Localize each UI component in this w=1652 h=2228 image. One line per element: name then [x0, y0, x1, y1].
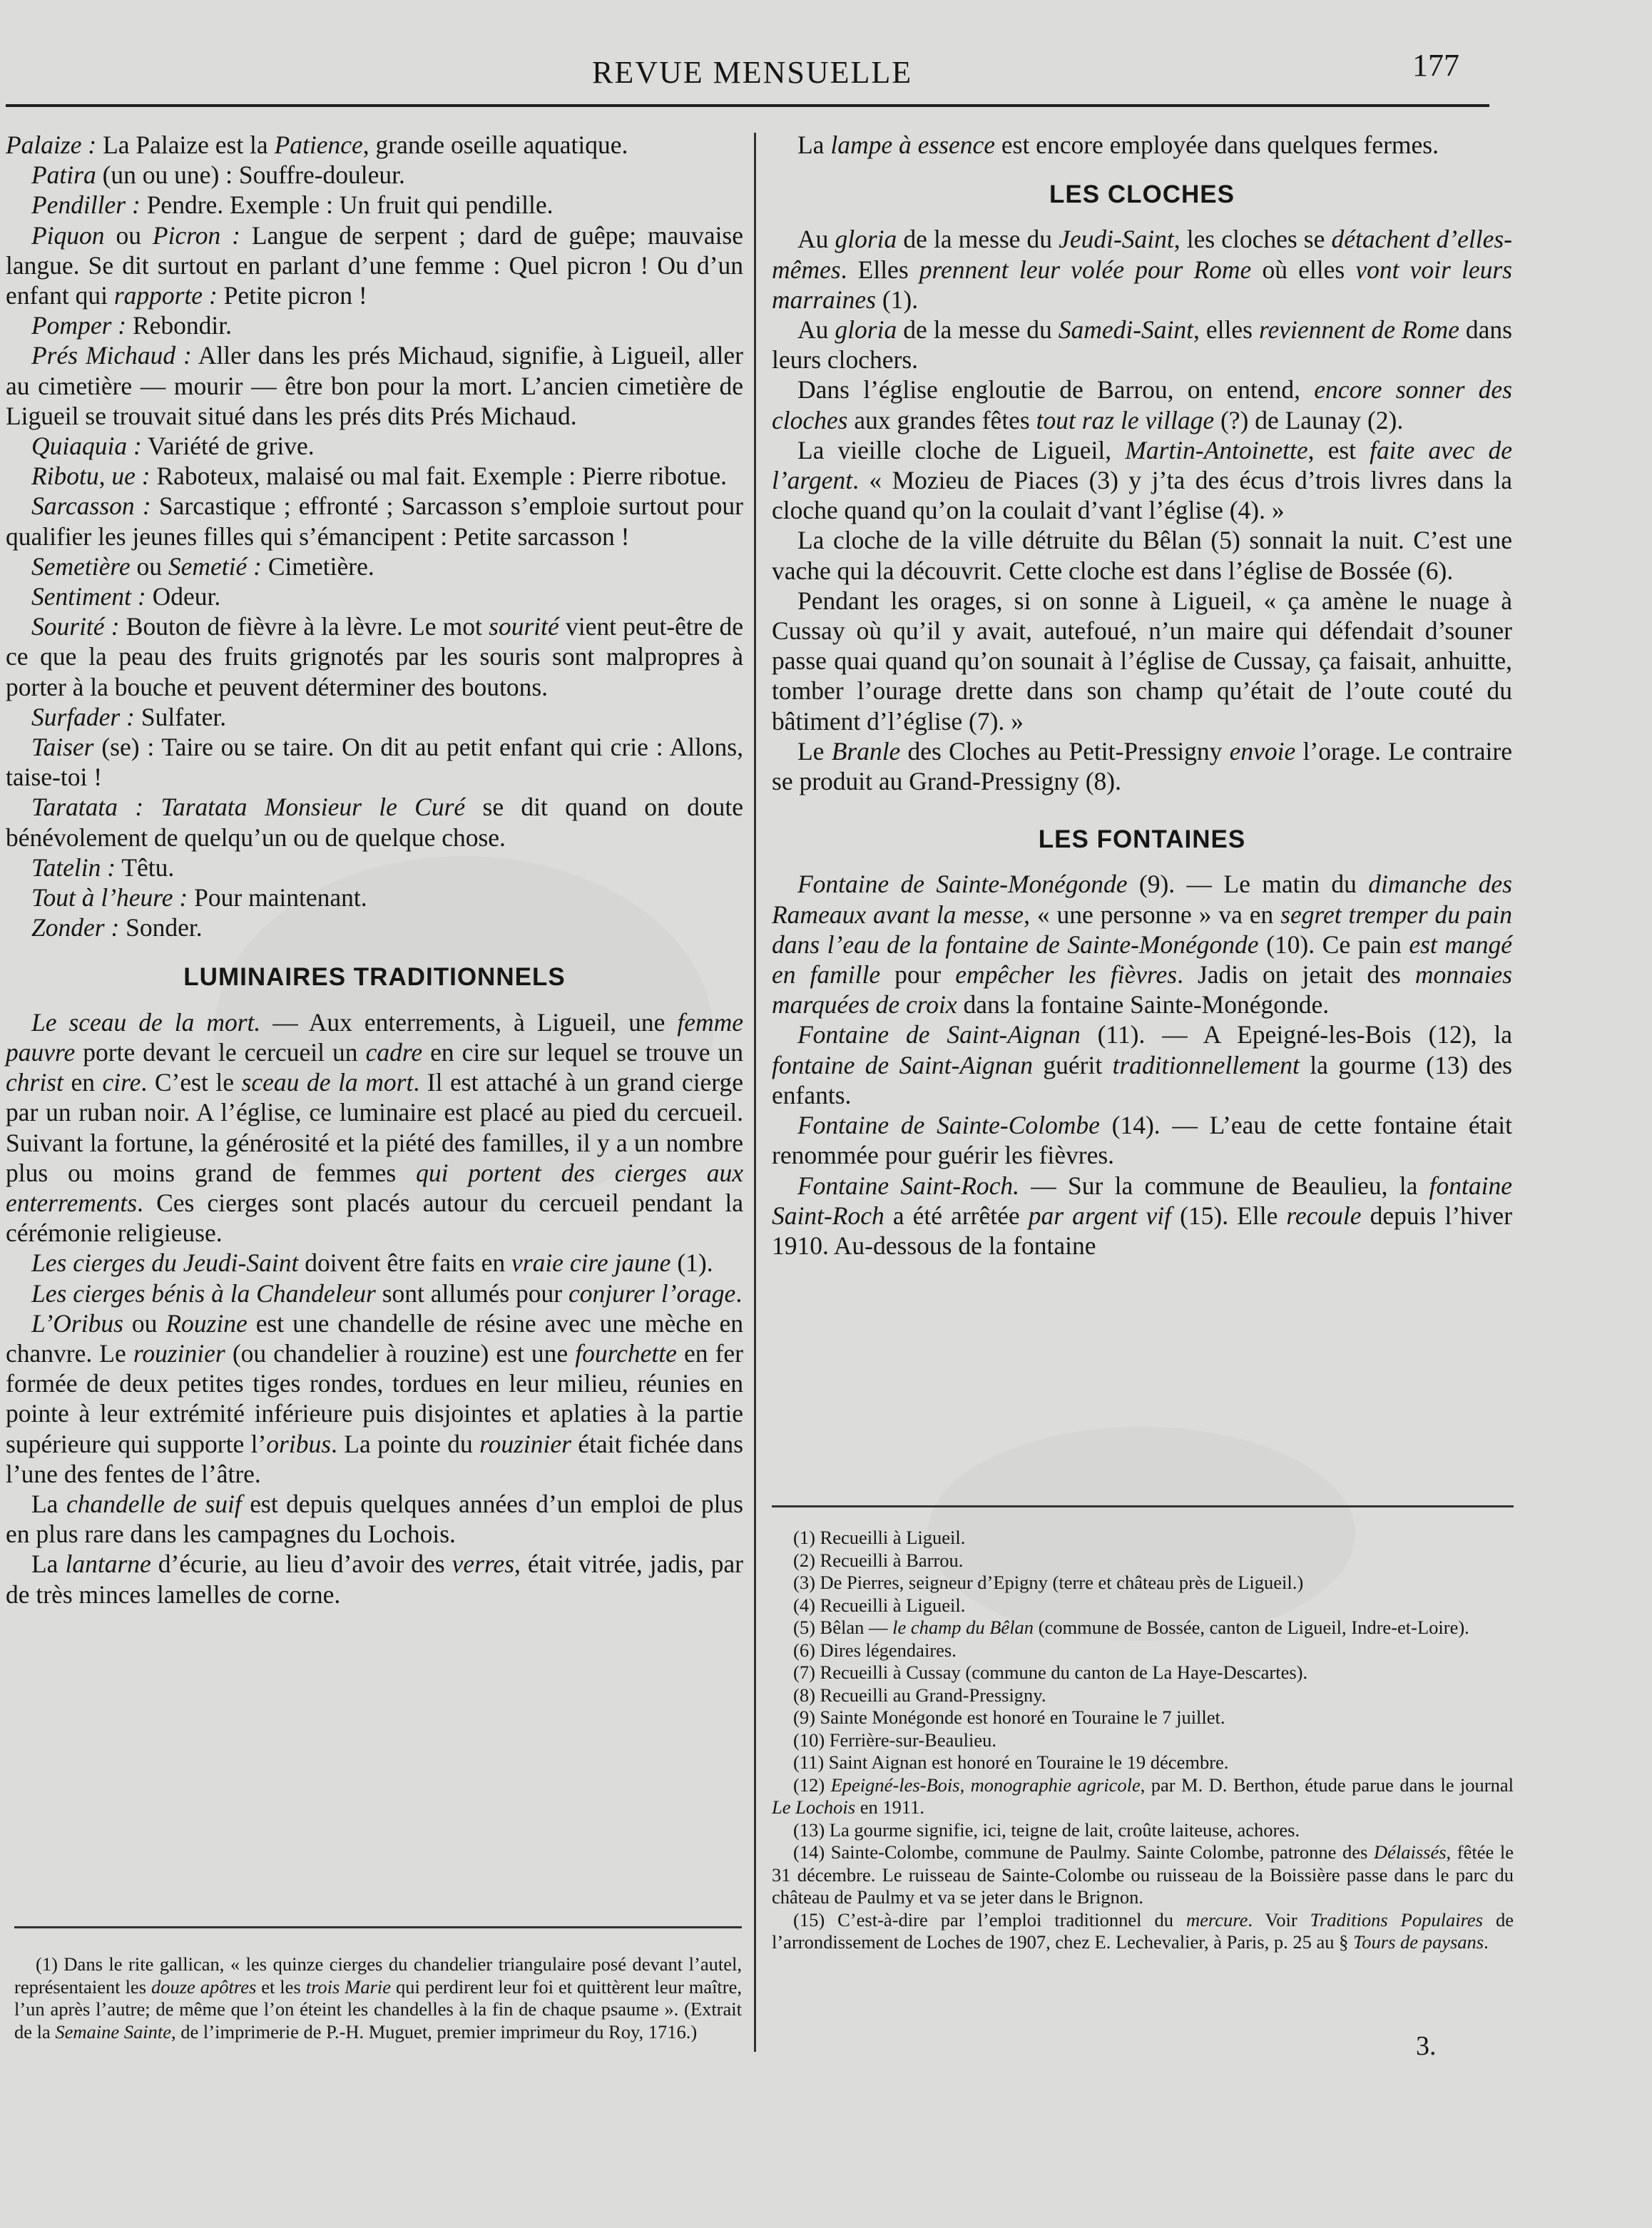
running-header-title: REVUE MENSUELLE	[592, 55, 913, 90]
glossary-entry: Piquon ou Picron : Langue de serpent ; dard de guêpe; mauvaise langue. Se dit surtout en parlant d’une femme : Quel picron ! Ou d’un enfant qui rapporte : Petite picron !	[6, 220, 744, 310]
glossary-entry: Zonder : Sonder.	[31, 913, 203, 942]
fontaines-heading: LES FONTAINES	[1038, 825, 1246, 854]
footnote: (15) C’est-à-dire par l’emploi traditionnel du mercure. Voir Traditions Populaires de l’arrondissement de Loches de 1907, chez E. Lechevalier, à Paris, p. 25 au § Tours de paysans.	[772, 1908, 1514, 1953]
luminaires-paragraph: La chandelle de suif est depuis quelques années d’un emploi de plus en plus rare dans les campagnes du Lochois.	[6, 1489, 743, 1549]
intro-paragraph: La lampe à essence est encore employée dans quelques fermes.	[797, 131, 1439, 159]
glossary-entry: Semetière ou Semetié : Cimetière.	[31, 551, 374, 581]
glossary-entry: Patira (un ou une) : Souffre-douleur.	[31, 161, 405, 190]
footnote: (10) Ferrière-sur-Beaulieu.	[793, 1729, 996, 1751]
cloches-paragraph: Le Branle des Cloches au Petit-Pressigny envoie l’orage. Le contraire se produit au Grand-Pressigny (8).	[772, 736, 1512, 796]
footnote-rule	[14, 1926, 742, 1928]
footnote: (3) De Pierres, seigneur d’Epigny (terre et château près de Ligueil.)	[793, 1572, 1304, 1593]
footnote: (2) Recueilli à Barrou.	[793, 1549, 964, 1571]
luminaires-paragraph: La lantarne d’écurie, au lieu d’avoir des verres, était vitrée, jadis, par de très minces lamelles de corne.	[6, 1550, 743, 1609]
luminaires-paragraph: Les cierges du Jeudi-Saint doivent être faits en vraie cire jaune (1).	[31, 1248, 713, 1278]
right-column	[772, 130, 1512, 1261]
fontaines-paragraph: Fontaine Saint-Roch. — Sur la commune de Beaulieu, la fontaine Saint-Roch a été arrêtée par argent vif (15). Elle recoule depuis l’hiver 1910. Au-dessous de la fontaine	[772, 1171, 1513, 1260]
glossary-entry: Palaize : La Palaize est la Patience, grande oseille aquatique.	[6, 131, 628, 159]
cloches-paragraph: Au gloria de la messe du Jeudi-Saint, les cloches se détachent d’elles-mêmes. Elles prennent leur volée pour Rome où elles vont voir leurs marraines (1).	[772, 225, 1512, 314]
cloches-section	[772, 224, 1512, 796]
cloches-paragraph: La vieille cloche de Ligueil, Martin-Antoinette, est faite avec de l’argent. « Mozieu de Piaces (3) y j’ta des écus d’trois livres dans la cloche quand qu’on la coulait d’vant l’église (4). »	[772, 435, 1513, 525]
glossary-entry: Tatelin : Têtu.	[31, 853, 175, 882]
left-footnotes	[14, 1953, 742, 2043]
footnote: (5) Bêlan — le champ du Bêlan (commune de Bossée, canton de Ligueil, Indre-et-Loire).	[793, 1617, 1469, 1638]
glossary-entry: Sentiment : Odeur.	[31, 582, 221, 611]
glossary-entry: Taratata : Taratata Monsieur le Curé se dit quand on doute bénévolement de quelqu’un ou de quelque chose.	[6, 793, 743, 852]
luminaires-paragraph: L’Oribus ou Rouzine est une chandelle de résine avec une mèche en chanvre. Le rouzinier (ou chandelier à rouzine) est une fourchette en fer formée de deux petites tiges rondes, tordues en leur milieu, réunies en pointe à leur extrémité inférieure puis disjointes et aplaties à la partie supérieure qui supporte l’oribus. La pointe du rouzinier était fichée dans l’une des fentes de l’âtre.	[6, 1308, 744, 1488]
glossary-entry: Quiaquia : Variété de grive.	[31, 432, 315, 461]
glossary-list	[6, 130, 743, 942]
fontaines-paragraph: Fontaine de Sainte-Colombe (14). — L’eau de cette fontaine était renommée pour guérir les fièvres.	[772, 1111, 1512, 1170]
footnote: (6) Dires légendaires.	[793, 1639, 957, 1661]
glossary-entry: Sarcasson : Sarcastique ; effronté ; Sarcasson s’emploie surtout pour qualifier les jeunes filles qui s’émancipent : Petite sarcasson !	[6, 492, 743, 551]
glossary-entry: Prés Michaud : Aller dans les prés Michaud, signifie, à Ligueil, aller au cimetière — mourir — être bon pour la mort. L’ancien cimetière de Ligueil se trouvait situé dans les prés dits Prés Michaud.	[6, 341, 743, 430]
fontaines-section	[772, 869, 1512, 1261]
column-divider	[754, 133, 756, 2052]
footnote: (11) Saint Aignan est honoré en Touraine le 19 décembre.	[793, 1751, 1229, 1773]
glossary-entry: Tout à l’heure : Pour maintenant.	[31, 883, 367, 912]
signature-mark: 3.	[1416, 2031, 1437, 2061]
fontaines-paragraph: Fontaine de Saint-Aignan (11). — A Epeigné-les-Bois (12), la fontaine de Saint-Aignan guérit traditionnellement la gourme (13) des enfants.	[772, 1020, 1512, 1109]
cloches-paragraph: Pendant les orages, si on sonne à Ligueil, « ça amène le nuage à Cussay où qu’il y avait, autefoué, n’un maire qui défendait d’souner passe quai quand qu’on sounait à l’église de Cussay, ça faisait, anhuitte, tomber l’ourage drette dans son champ qu’était de l’oute couté du bâtiment d’l’église (7). »	[772, 586, 1512, 736]
footnote: (4) Recueilli à Ligueil.	[793, 1594, 966, 1616]
page-number: 177	[1412, 48, 1459, 83]
header-rule	[6, 104, 1489, 107]
glossary-entry: Taiser (se) : Taire ou se taire. On dit au petit enfant qui crie : Allons, taise-toi !	[6, 733, 743, 792]
footnote: (1) Dans le rite gallican, « les quinze cierges du chandelier triangulaire posé devant l’autel, représentaient les douze apôtres et les trois Marie qui perdirent leur foi et quittèrent leur maître, l’un après l’autre; de même que l’on éteint les chandelles à la fin de chaque psaume ». (Extrait de la Semaine Sainte, de l’imprimerie de P.-H. Muguet, premier imprimeur du Roy, 1716.)	[14, 1953, 743, 2043]
footnote: (9) Sainte Monégonde est honoré en Touraine le 7 juillet.	[793, 1706, 1225, 1728]
cloches-heading: LES CLOCHES	[1049, 180, 1235, 209]
glossary-entry: Pomper : Rebondir.	[31, 311, 233, 340]
footnote: (14) Sainte-Colombe, commune de Paulmy. Sainte Colombe, patronne des Délaissés, fêtée le 31 décembre. Le ruisseau de Sainte-Colombe ou ruisseau de la Boissière passe dans le parc du château de Paulmy et va se jeter dans le Brignon.	[772, 1841, 1514, 1908]
luminaires-paragraph: Le sceau de la mort. — Aux enterrements, à Ligueil, une femme pauvre porte devant le cercueil un cadre en cire sur lequel se trouve un christ en cire. C’est le sceau de la mort. Il est attaché à un grand cierge par un ruban noir. A l’église, ce luminaire est placé au pied du cercueil. Suivant la fortune, la générosité et la piété des familles, il y a un nombre plus ou moins grand de femmes qui portent des cierges aux enterrements. Ces cierges sont placés autour du cercueil pendant la cérémonie religieuse.	[6, 1007, 743, 1248]
luminaires-paragraph: Les cierges bénis à la Chandeleur sont allumés pour conjurer l’orage.	[31, 1278, 743, 1308]
footnote: (7) Recueilli à Cussay (commune du canton de La Haye-Descartes).	[793, 1662, 1308, 1683]
glossary-entry: Ribotu, ue : Raboteux, malaisé ou mal fait. Exemple : Pierre ribotue.	[31, 462, 727, 491]
footnote: (1) Recueilli à Ligueil.	[793, 1527, 966, 1548]
footnote: (13) La gourme signifie, ici, teigne de lait, croûte laiteuse, achores.	[793, 1818, 1300, 1841]
footnote: (12) Epeigné-les-Bois, monographie agricole, par M. D. Berthon, étude parue dans le journal Le Lochois en 1911.	[772, 1774, 1514, 1818]
footnote: (8) Recueilli au Grand-Pressigny.	[793, 1684, 1046, 1706]
cloches-paragraph: La cloche de la ville détruite du Bêlan (5) sonnait la nuit. C’est une vache qui la découvrit. Cette cloche est dans l’église de Bossée (6).	[772, 526, 1512, 585]
glossary-entry: Sourité : Bouton de fièvre à la lèvre. Le mot sourité vient peut-être de ce que la peau des fruits grignotés par les souris sont malpropres à porter à la bouche et peuvent déterminer des boutons.	[6, 612, 743, 701]
glossary-entry: Surfader : Sulfater.	[31, 702, 227, 731]
cloches-paragraph: Au gloria de la messe du Samedi-Saint, elles reviennent de Rome dans leurs clochers.	[772, 315, 1513, 375]
left-column	[6, 130, 743, 1609]
footnote-rule	[772, 1505, 1514, 1507]
right-footnotes	[772, 1527, 1514, 1954]
fontaines-paragraph: Fontaine de Sainte-Monégonde (9). — Le matin du dimanche des Rameaux avant la messe, « une personne » va en segret tremper du pain dans l’eau de la fontaine de Sainte-Monégonde (10). Ce pain est mangé en famille pour empêcher les fièvres. Jadis on jetait des monnaies marquées de croix dans la fontaine Sainte-Monégonde.	[772, 870, 1513, 1019]
cloches-paragraph: Dans l’église engloutie de Barrou, on entend, encore sonner des cloches aux grandes fêtes tout raz le village (?) de Launay (2).	[772, 375, 1512, 434]
luminaires-heading: LUMINAIRES TRADITIONNELS	[183, 963, 566, 992]
luminaires-section	[6, 1007, 743, 1609]
glossary-entry: Pendiller : Pendre. Exemple : Un fruit qui pendille.	[31, 190, 554, 220]
